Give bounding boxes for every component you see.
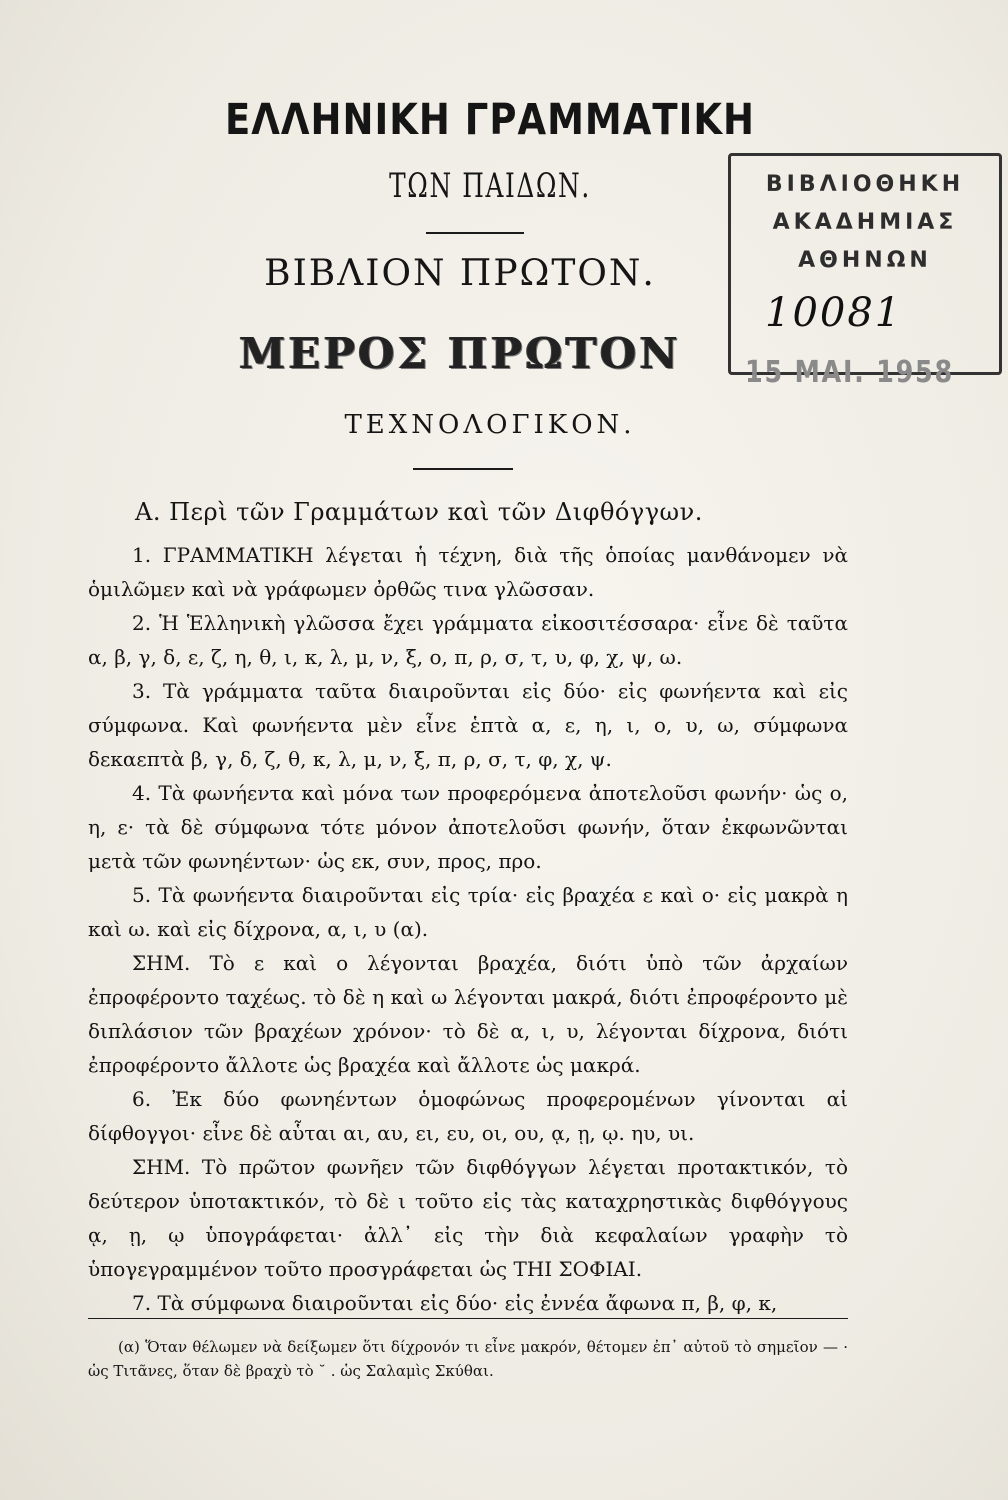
stamp-date: 15 MAI. 1958 [745,355,954,390]
library-stamp [728,153,1002,375]
paragraph-5: 5. Τὰ φωνήεντα διαιροῦνται εἰς τρία· εἰς βραχέα ε καὶ ο· εἰς μακρὰ η καὶ ω. καὶ εἰς δίχρονα, α, ι, υ (α). [88,883,848,941]
stamp-line-1: ΒΙΒΛΙΟΘΗΚΗ [765,172,965,197]
note-6: ΣΗΜ. Τὸ πρῶτον φωνῆεν τῶν διφθόγγων λέγεται προτακτικόν, τὸ δεύτερον ὑποτακτικόν, τὸ δὲ ι τοῦτο εἰς τὰς καταχρηστικὰς διφθόγγους ᾳ, ῃ, ῳ ὑπογράφεται· ἀλλ᾽ εἰς τὴν διὰ κεφαλαίων γραφὴν τὸ ὑπογεγραμμένον τοῦτο προσγράφεται ὡς ΤΗΙ ΣΟΦΙΑΙ. [88,1155,848,1281]
book-number-heading: ΒΙΒΛΙΟΝ ΠΡΩΤΟΝ. [264,253,656,294]
book-subtitle: ΤΩΝ ΠΑΙΔΩΝ. [389,166,591,206]
book-title: ΕΛΛΗΝΙΚΗ ΓΡΑΜΜΑΤΙΚΗ [224,94,755,145]
paragraph-7: 7. Τὰ σύμφωνα διαιροῦνται εἰς δύο· εἰς ἐννέα ἄφωνα π, β, φ, κ, [132,1291,778,1315]
footnote-divider [88,1318,848,1319]
stamp-line-3: ΑΘΗΝΩΝ [798,248,932,273]
stamp-line-2: ΑΚΑΔΗΜΙΑΣ [772,210,958,235]
title-divider [426,232,524,234]
section-heading: ΤΕΧΝΟΛΟΓΙΚΟΝ. [344,410,636,440]
paragraph-6: 6. Ἐκ δύο φωνηέντων ὁμοφώνως προφερομένων γίνονται αἱ δίφθογγοι· εἶνε δὲ αὗται αι, αυ, ει, ευ, οι, ου, ᾳ, ῃ, ῳ. ηυ, υι. [88,1087,848,1145]
paragraph-3: 3. Τὰ γράμματα ταῦτα διαιροῦνται εἰς δύο· εἰς φωνήεντα καὶ εἰς σύμφωνα. Καὶ φωνήεντα μὲν εἶνε ἑπτὰ α, ε, η, ι, ο, υ, ω, σύμφωνα δεκαεπτὰ β, γ, δ, ζ, θ, κ, λ, μ, ν, ξ, π, ρ, σ, τ, φ, χ, ψ. [88,679,848,771]
paragraph-2: 2. Ἡ Ἑλληνικὴ γλῶσσα ἔχει γράμματα εἰκοσιτέσσαρα· εἶνε δὲ ταῦτα α, β, γ, δ, ε, ζ, η, θ, ι, κ, λ, μ, ν, ξ, ο, π, ρ, σ, τ, υ, φ, χ, ψ, ω. [88,611,848,669]
part-heading: ΜΕΡΟΣ ΠΡΩΤΟΝ [239,329,681,378]
section-divider [413,468,513,470]
paragraph-1: 1. ΓΡΑΜΜΑΤΙΚΗ λέγεται ἡ τέχνη, διὰ τῆς ὁποίας μανθάνομεν νὰ ὁμιλῶμεν καὶ νὰ γράφωμεν ὀρθῶς τινα γλῶσσαν. [88,543,848,601]
stamp-accession-number: 10081 [765,290,903,336]
footnote [88,1335,848,1383]
chapter-heading: Α. Περὶ τῶν Γραμμάτων καὶ τῶν Διφθόγγων. [135,498,703,526]
footnote-text: (α) Ὅταν θέλωμεν νὰ δείξωμεν ὅτι δίχρονόν τι εἶνε μακρόν, θέτομεν ἐπ᾽ αὐτοῦ τὸ σημεῖον — · ὡς Τιτᾶνες, ὅταν δὲ βραχὺ τὸ ˘ . ὡς Σαλαμὶς Σκύθαι. [88,1338,848,1380]
note-5: ΣΗΜ. Τὸ ε καὶ ο λέγονται βραχέα, διότι ὑπὸ τῶν ἀρχαίων ἐπροφέροντο ταχέως. τὸ δὲ η καὶ ω λέγονται μακρά, διότι ἐπροφέροντο μὲ διπλάσιον τῶν βραχέων χρόνον· τὸ δὲ α, ι, υ, λέγονται δίχρονα, διότι ἐπροφέροντο ἄλλοτε ὡς βραχέα καὶ ἄλλοτε ὡς μακρά. [88,951,848,1077]
paragraph-4: 4. Τὰ φωνήεντα καὶ μόνα των προφερόμενα ἀποτελοῦσι φωνήν· ὡς ο, η, ε· τὰ δὲ σύμφωνα τότε μόνον ἀποτελοῦσι φωνήν, ὅταν ἐκφωνῶνται μετὰ τῶν φωνηέντων· ὡς εκ, συν, προς, προ. [88,781,848,873]
main-text [88,538,848,1320]
